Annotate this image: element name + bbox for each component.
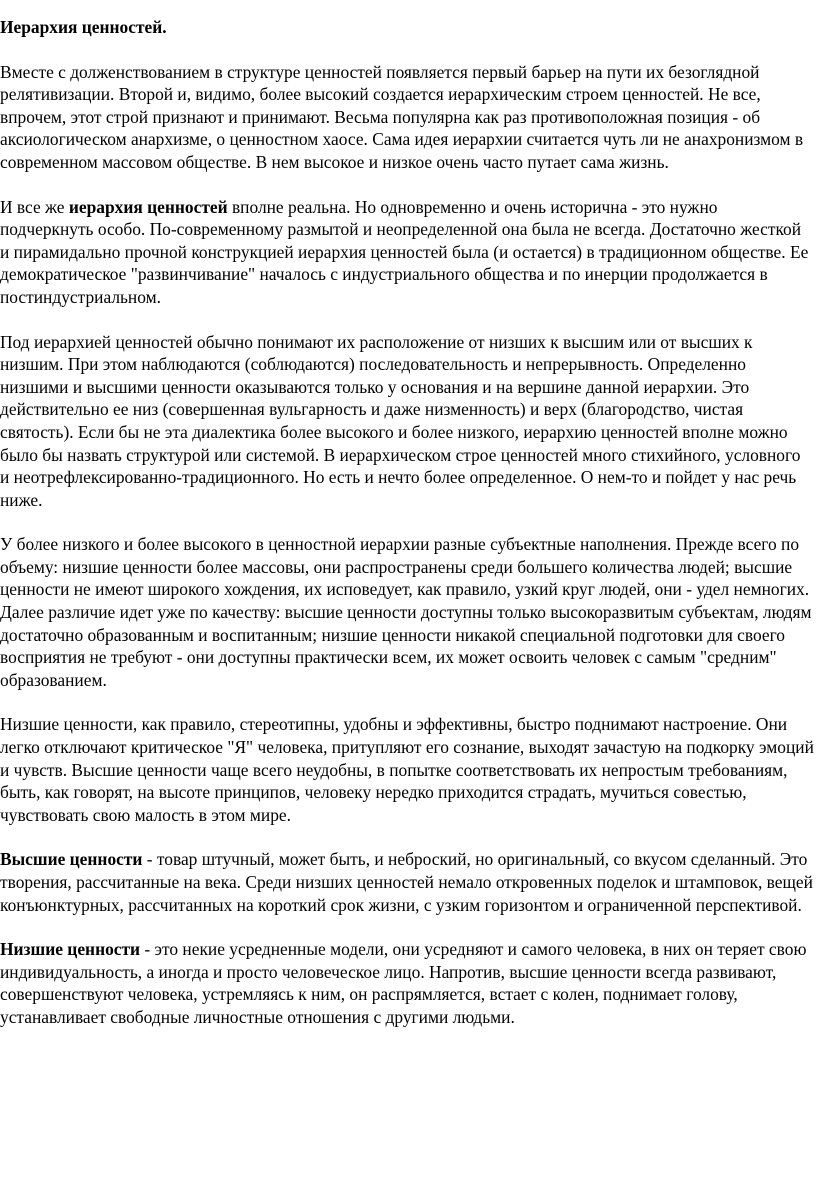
paragraph-text-after: - это некие усредненные модели, они усредняют и самого человека, в них он теряет свою индивидуальность, а иногда и просто человеческое лицо. Напротив, высшие ценности всегда развивают, совершенствуют человека, устремляясь к ним, он распрямляется, встает с колен, поднимает голову, устанавливает свободные личностные отношения с другими людьми. <box>0 939 807 1027</box>
document-body <box>0 4 816 1029</box>
paragraph-text: Низшие ценности, как правило, стереотипны, удобны и эффективны, быстро поднимают настроение. Они легко отключают критическое "Я" человека, притупляют его сознание, выходят зачастую на подкорку эмоций и чувств. Высшие ценности чаще всего неудобны, в попытке соответствовать их непростым требованиям, быть, как говорят, на высоте принципов, человеку нередко приходится страдать, мучиться совестью, чувствовать свою малость в этом мире. <box>0 714 814 825</box>
paragraph-2 <box>0 196 816 309</box>
paragraph-7 <box>0 938 816 1028</box>
paragraph-5 <box>0 713 816 826</box>
paragraph-1 <box>0 61 816 174</box>
bold-term: Низшие ценности <box>0 939 141 960</box>
paragraph-text: У более низкого и более высокого в ценностной иерархии разные субъектные наполнения. Прежде всего по объему: низшие ценности более массовы, они распространены среди большего количества людей; высшие ценности не имеют широкого хождения, их исповедует, как правило, узкий круг людей, они - удел немногих. Далее различие идет уже по качеству: высшие ценности доступны только высокоразвитым субъектам, людям достаточно образованным и воспитанным; низшие ценности никакой специальной подготовки для своего восприятия не требуют - они доступны практически всем, их может освоить человек с самым "средним" образованием. <box>0 534 812 690</box>
paragraph-6 <box>0 848 816 916</box>
paragraph-text-before: И все же <box>0 196 69 217</box>
paragraph-4 <box>0 533 816 691</box>
bold-term: иерархия ценностей <box>68 196 228 217</box>
bold-term: Высшие ценности <box>0 849 143 870</box>
paragraph-text-after: вполне реальна. Но одновременно и очень исторична - это нужно подчеркнуть особо. По-современному размытой и неопределенной она была не всегда. Достаточно жесткой и пирамидально прочной конструкцией иерархия ценностей была (и остается) в традиционном обществе. Ее демократическое "развинчивание" началось с индустриального общества и по инерции продолжается в постиндустриальном. <box>0 196 809 307</box>
paragraph-text: Под иерархией ценностей обычно понимают их расположение от низших к высшим или от высших к низшим. При этом наблюдаются (соблюдаются) последовательность и непрерывность. Определенно низшими и высшими ценности оказываются только у основания и на вершине данной иерархии. Это действительно ее низ (совершенная вульгарность и даже низменность) и верх (благородство, чистая святость). Если бы не эта диалектика более высокого и более низкого, иерархию ценностей вполне можно было бы назвать структурой или системой. В иерархическом строе ценностей много стихийного, условного и неотрефлексированно-традиционного. Но есть и нечто более определенное. О нем-то и пойдет у нас речь ниже. <box>0 331 801 510</box>
paragraph-text: Вместе с долженствованием в структуре ценностей появляется первый барьер на пути их безоглядной релятивизации. Второй и, видимо, более высокий создается иерархическим строем ценностей. Не все, впрочем, этот строй признают и принимают. Весьма популярна как раз противоположная позиция - об аксиологическом анархизме, о ценностном хаосе. Сама идея иерархии считается чуть ли не анахронизмом в современном массовом обществе. В нем высокое и низкое очень часто путает сама жизнь. <box>0 61 804 172</box>
paragraph-3 <box>0 331 816 512</box>
document-title: Иерархия ценностей. <box>0 17 167 37</box>
paragraph-text-after: - товар штучный, может быть, и неброский, но оригинальный, со вкусом сделанный. Это творения, рассчитанные на века. Среди низших ценностей немало откровенных поделок и штамповок, вещей конъюнктурных, рассчитанных на короткий срок жизни, с узким горизонтом и ограниченной перспективой. <box>0 849 813 915</box>
